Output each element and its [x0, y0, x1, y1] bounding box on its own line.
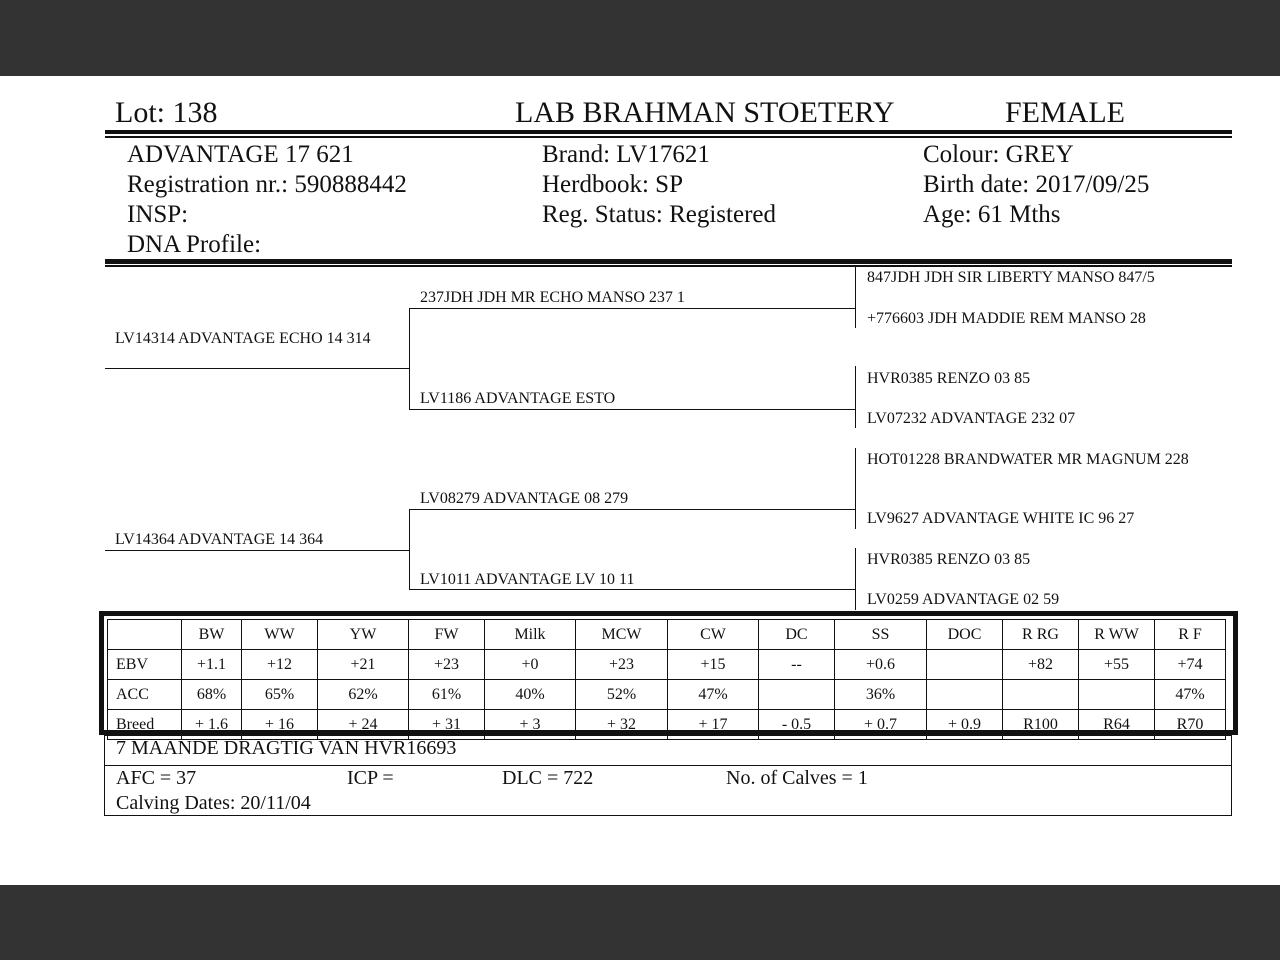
dam-line [105, 550, 410, 551]
ggp-bracket-4 [855, 548, 856, 610]
pedigree-ggp-3: HVR0385 RENZO 03 85 [867, 370, 1031, 387]
ebv-cell: +74 [1155, 650, 1226, 680]
registration-number: Registration nr.: 590888442 [127, 171, 407, 198]
pregnancy-note: 7 MAANDE DRAGTIG VAN HVR16693 [116, 737, 457, 759]
header-cell: MCW [576, 620, 668, 650]
icp-value: ICP = [347, 767, 394, 789]
ebv-cell: +12 [242, 650, 318, 680]
ebv-cell: +55 [1079, 650, 1155, 680]
reg-status-field: Reg. Status: Registered [542, 201, 776, 228]
header-cell: R WW [1079, 620, 1155, 650]
breed-cell: R100 [1003, 710, 1079, 740]
acc-cell [1003, 680, 1079, 710]
catalogue-page [0, 76, 1280, 885]
dlc-value: DLC = 722 [502, 767, 594, 789]
breed-cell: + 32 [576, 710, 668, 740]
acc-row [108, 680, 1226, 710]
header-cell: R F [1155, 620, 1226, 650]
ebv-cell: +23 [576, 650, 668, 680]
info-rule-thick [105, 259, 1232, 264]
header-cell: SS [835, 620, 927, 650]
header-cell: R RG [1003, 620, 1079, 650]
dam-dam-line [409, 589, 856, 590]
ebv-table [107, 619, 1226, 740]
title-rule-thick [105, 130, 1232, 134]
breed-cell: + 17 [668, 710, 759, 740]
breed-cell: + 24 [318, 710, 409, 740]
ebv-cell: +15 [668, 650, 759, 680]
pedigree-dam-sire: LV08279 ADVANTAGE 08 279 [420, 490, 629, 507]
row-label: ACC [108, 680, 182, 710]
age-field: Age: 61 Mths [923, 201, 1061, 228]
acc-cell [927, 680, 1003, 710]
calves-count: No. of Calves = 1 [726, 767, 868, 789]
acc-cell: 52% [576, 680, 668, 710]
pedigree-ggp-1: 847JDH JDH SIR LIBERTY MANSO 847/5 [867, 269, 1155, 286]
sire-bracket [409, 308, 410, 410]
pedigree-sire: LV14314 ADVANTAGE ECHO 14 314 [115, 330, 371, 347]
header-cell: DC [759, 620, 835, 650]
pedigree-ggp-4: LV07232 ADVANTAGE 232 07 [867, 410, 1076, 427]
ebv-cell: +21 [318, 650, 409, 680]
ebv-cell: -- [759, 650, 835, 680]
header-cell: FW [409, 620, 485, 650]
sire-sire-line [409, 308, 856, 309]
acc-cell: 61% [409, 680, 485, 710]
calving-dates: Calving Dates: 20/11/04 [116, 792, 311, 814]
breed-cell: + 16 [242, 710, 318, 740]
insp-field: INSP: [127, 201, 189, 228]
breed-cell: + 3 [485, 710, 576, 740]
sire-line [105, 368, 410, 369]
sire-dam-line [409, 409, 856, 410]
ebv-cell: +0 [485, 650, 576, 680]
afc-value: AFC = 37 [116, 767, 197, 789]
dna-profile-field: DNA Profile: [127, 231, 262, 258]
header-cell: CW [668, 620, 759, 650]
row-label: EBV [108, 650, 182, 680]
info-rule-thin [105, 265, 1232, 267]
pedigree-dam-dam: LV1011 ADVANTAGE LV 10 11 [420, 571, 635, 588]
pedigree-ggp-8: LV0259 ADVANTAGE 02 59 [867, 591, 1060, 608]
herdbook-field: Herdbook: SP [542, 171, 683, 198]
ebv-header-row [108, 620, 1226, 650]
colour-field: Colour: GREY [923, 141, 1074, 168]
dam-bracket [409, 510, 410, 589]
acc-cell: 68% [182, 680, 242, 710]
breed-cell: - 0.5 [759, 710, 835, 740]
acc-cell: 40% [485, 680, 576, 710]
brand-field: Brand: LV17621 [542, 141, 710, 168]
acc-cell: 65% [242, 680, 318, 710]
title-rule-thin [105, 136, 1232, 138]
ebv-cell: +0.6 [835, 650, 927, 680]
header-cell: DOC [927, 620, 1003, 650]
breed-cell: R70 [1155, 710, 1226, 740]
row-label: Breed [108, 710, 182, 740]
breed-cell: R64 [1079, 710, 1155, 740]
ggp-bracket-1 [855, 266, 856, 328]
breed-cell: + 31 [409, 710, 485, 740]
pedigree-dam: LV14364 ADVANTAGE 14 364 [115, 531, 324, 548]
ebv-cell [927, 650, 1003, 680]
acc-cell [1079, 680, 1155, 710]
pedigree-ggp-2: +776603 JDH MADDIE REM MANSO 28 [867, 310, 1146, 327]
lot-number: Lot: 138 [115, 96, 218, 129]
acc-cell: 62% [318, 680, 409, 710]
header-cell [108, 620, 182, 650]
ebv-cell: +23 [409, 650, 485, 680]
birth-date-field: Birth date: 2017/09/25 [923, 171, 1150, 198]
header-cell: BW [182, 620, 242, 650]
dam-sire-line [409, 509, 856, 510]
acc-cell: 36% [835, 680, 927, 710]
ebv-row [108, 650, 1226, 680]
ggp-bracket-2 [855, 366, 856, 428]
stud-name: LAB BRAHMAN STOETERY [515, 96, 895, 129]
animal-name: ADVANTAGE 17 621 [127, 141, 354, 168]
sex-label: FEMALE [1005, 96, 1125, 129]
breed-cell: + 0.9 [927, 710, 1003, 740]
pedigree-sire-dam: LV1186 ADVANTAGE ESTO [420, 390, 616, 407]
ggp-bracket-3 [855, 448, 856, 529]
acc-cell: 47% [668, 680, 759, 710]
header-cell: WW [242, 620, 318, 650]
ebv-cell: +82 [1003, 650, 1079, 680]
header-cell: Milk [485, 620, 576, 650]
pedigree-ggp-6: LV9627 ADVANTAGE WHITE IC 96 27 [867, 510, 1135, 527]
breed-cell: + 1.6 [182, 710, 242, 740]
pedigree-sire-sire: 237JDH JDH MR ECHO MANSO 237 1 [420, 289, 685, 306]
pedigree-ggp-5: HOT01228 BRANDWATER MR MAGNUM 228 [867, 451, 1189, 468]
ebv-cell: +1.1 [182, 650, 242, 680]
header-cell: YW [318, 620, 409, 650]
acc-cell [759, 680, 835, 710]
breed-cell: + 0.7 [835, 710, 927, 740]
pedigree-ggp-7: HVR0385 RENZO 03 85 [867, 551, 1031, 568]
acc-cell: 47% [1155, 680, 1226, 710]
